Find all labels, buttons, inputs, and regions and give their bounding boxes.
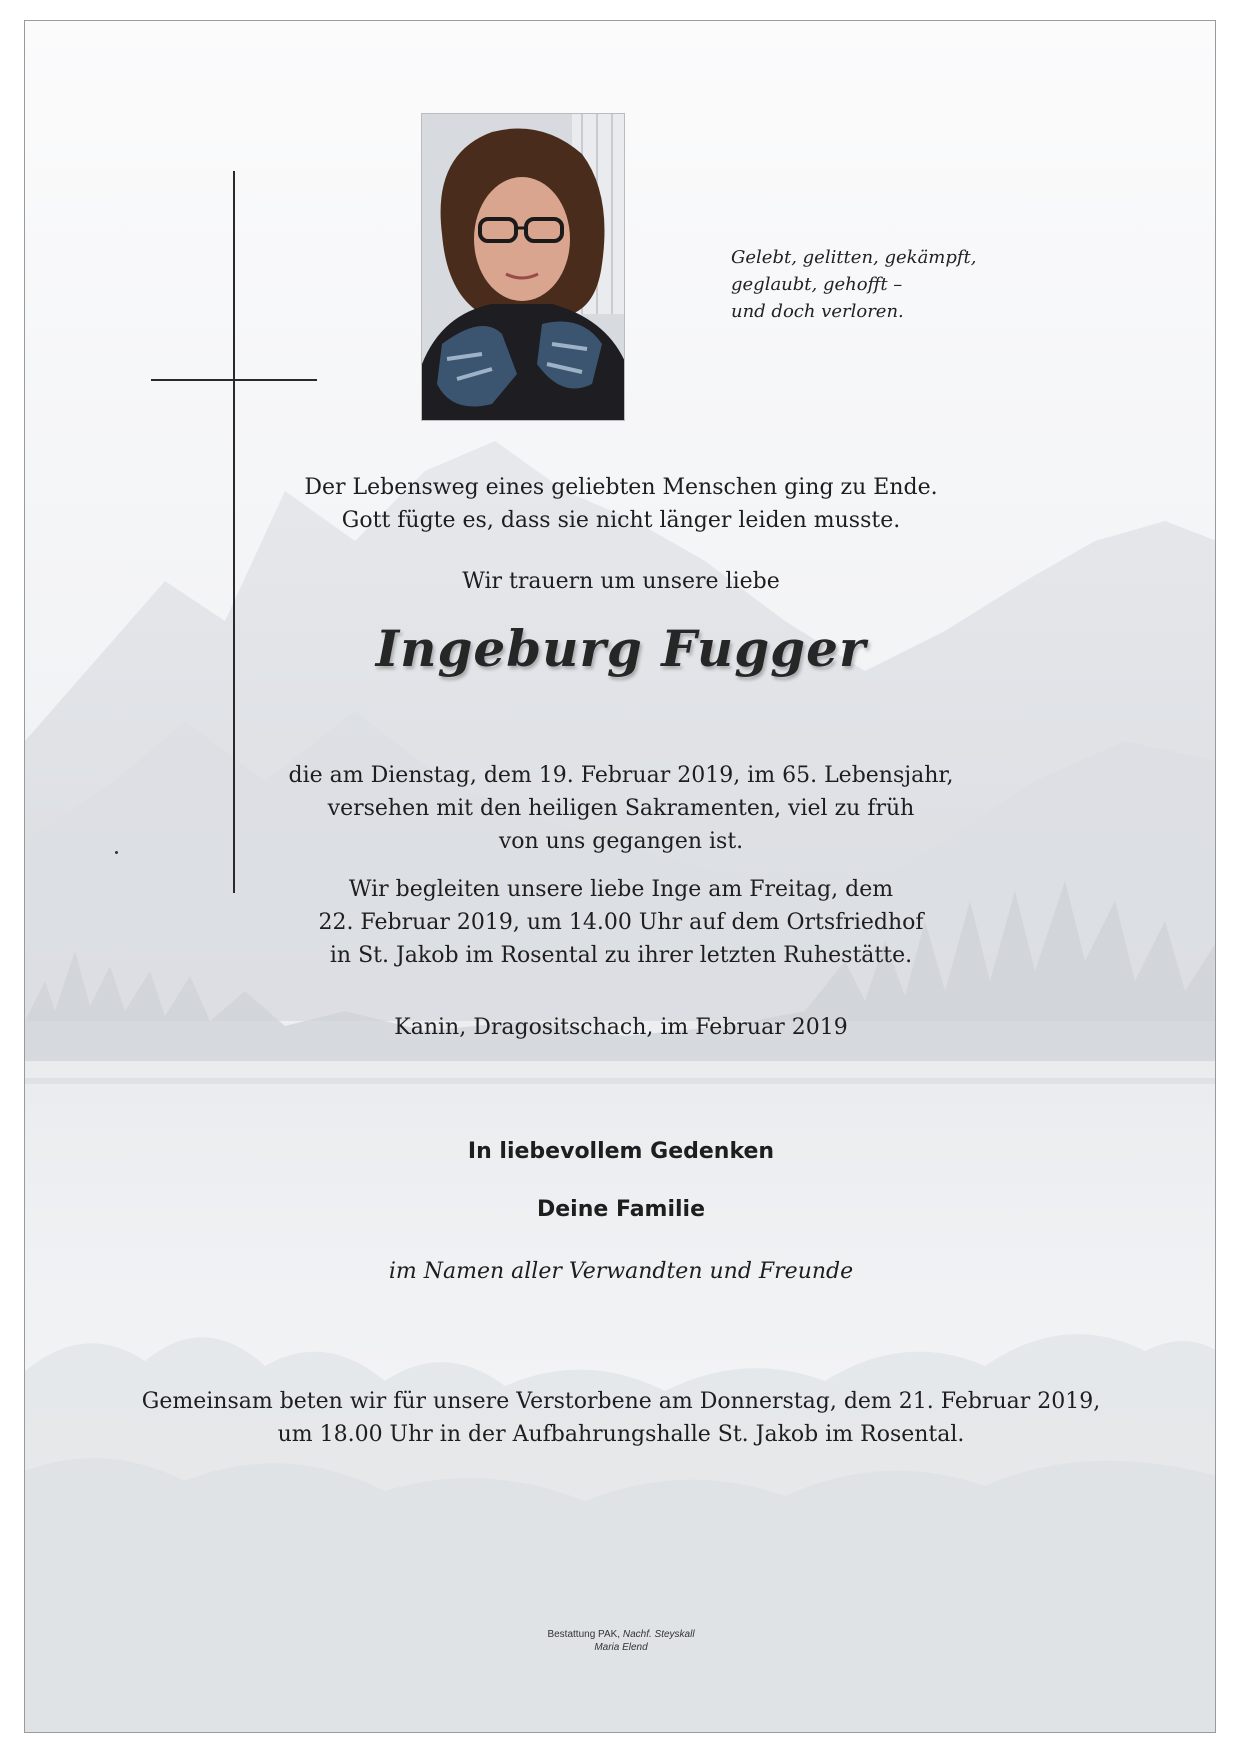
speck-mark — [115, 851, 118, 854]
motto-line: und doch verloren. — [731, 301, 904, 322]
intro-text — [145, 471, 1097, 537]
place-date: Kanin, Dragositschach, im Februar 2019 — [394, 1015, 848, 1040]
burial-notice — [145, 873, 1097, 972]
intro-line: Der Lebensweg eines geliebten Menschen ging zu Ende. — [304, 475, 938, 500]
motto-quote — [731, 244, 1031, 325]
death-notice-line: die am Dienstag, dem 19. Februar 2019, im 65. Lebensjahr, — [288, 763, 954, 788]
family-signature: Deine Familie — [536, 1197, 706, 1222]
undertaker-successor: Nachf. Steyskall — [622, 1629, 695, 1640]
undertaker-location: Maria Elend — [594, 1642, 648, 1653]
undertaker-line-1 — [25, 1629, 1216, 1640]
burial-line: Wir begleiten unsere liebe Inge am Freitag, dem — [348, 877, 894, 902]
death-notice-line: von uns gegangen ist. — [498, 829, 744, 854]
remembrance-heading: In liebevollem Gedenken — [467, 1139, 775, 1164]
death-notice-line: versehen mit den heiligen Sakramenten, viel zu früh — [327, 796, 915, 821]
burial-line: in St. Jakob im Rosental zu ihrer letzten Ruhestätte. — [329, 943, 913, 968]
undertaker-name: Bestattung PAK, — [547, 1629, 623, 1640]
prayer-line: um 18.00 Uhr in der Aufbahrungshalle St. Jakob im Rosental. — [277, 1422, 965, 1447]
burial-line: 22. Februar 2019, um 14.00 Uhr auf dem Ortsfriedhof — [318, 910, 924, 935]
relatives-line: im Namen aller Verwandten und Freunde — [388, 1259, 854, 1284]
deceased-name: Ingeburg Fugger — [375, 619, 867, 678]
cross-horizontal-bar — [151, 379, 317, 381]
obituary-card — [24, 20, 1216, 1733]
motto-line: geglaubt, gehofft – — [731, 274, 903, 295]
prayer-line: Gemeinsam beten wir für unsere Verstorbene am Donnerstag, dem 21. Februar 2019, — [141, 1389, 1101, 1414]
death-notice — [145, 759, 1097, 858]
mourn-line: Wir trauern um unsere liebe — [462, 569, 780, 594]
motto-line: Gelebt, gelitten, gekämpft, — [731, 247, 977, 268]
portrait-photo — [421, 113, 625, 421]
prayer-notice — [85, 1385, 1157, 1451]
intro-line: Gott fügte es, dass sie nicht länger leiden musste. — [341, 508, 901, 533]
